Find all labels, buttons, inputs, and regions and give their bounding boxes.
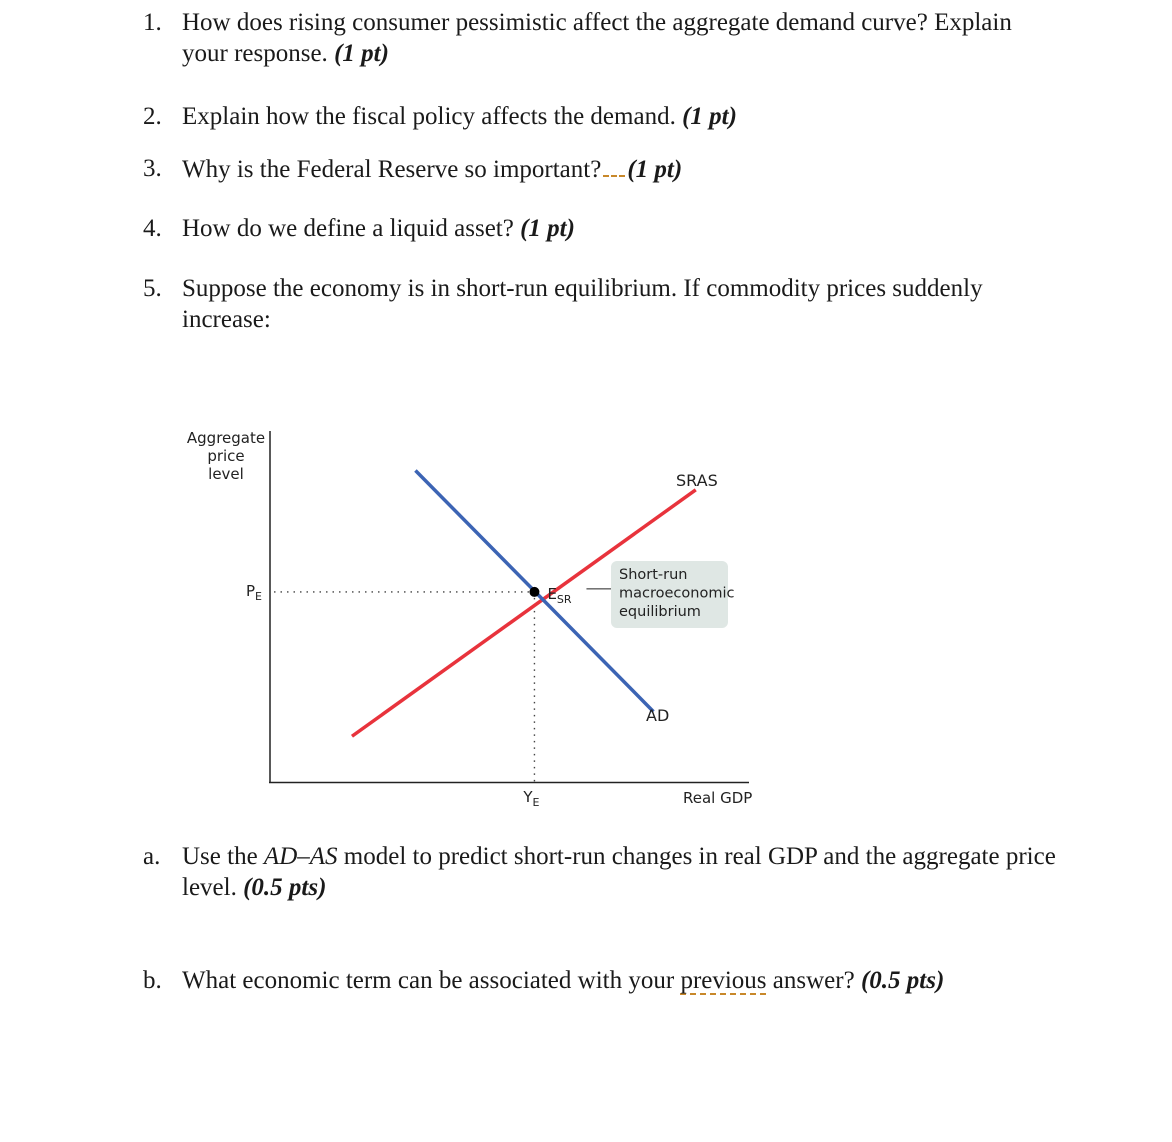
subquestion-letter: a. [143,843,161,870]
sras-label: SRAS [676,471,718,490]
tick-label-main: Y [523,788,533,806]
text-part: Use the [182,843,264,870]
grammar-flag [603,153,625,177]
subquestion-letter: b. [143,967,162,994]
question-number: 2. [143,103,162,130]
eq-label-sub: SR [556,592,572,606]
question-body: Why is the Federal Reserve so important? [182,156,602,183]
text-part: answer? [766,967,855,994]
y-axis-label-line: Aggregate [186,429,266,447]
subquestion-text [182,965,1062,996]
tick-label-main: P [246,581,256,600]
equilibrium-point [529,587,539,597]
question-body: How does rising consumer pessimistic affect the aggregate demand curve? Explain your response. [182,9,1012,67]
question-number: 3. [143,155,162,182]
quantity-equilibrium-tick-label [522,788,539,809]
underlined-word: previous [680,967,767,994]
question-number: 4. [143,215,162,242]
points-label: (1 pt) [682,103,737,130]
question-body: Explain how the fiscal policy affects the demand. [182,103,676,130]
callout-line: Short-run [619,567,688,583]
points-label: (0.5 pts) [243,874,327,901]
question-number: 5. [143,275,162,302]
y-axis-label [187,429,265,483]
points-label: (1 pt) [627,156,683,183]
question-body: How do we define a liquid asset? [182,215,514,242]
ad-label: AD [646,706,670,725]
points-label: (1 pt) [334,40,389,67]
y-axis-label-line: price [207,447,245,465]
points-label: (0.5 pts) [860,967,945,994]
question-text [182,213,1062,244]
eq-label-main: E [547,584,557,603]
question-number: 1. [143,9,162,36]
tick-label-sub: E [532,796,540,809]
callout-line: macroeconomic [619,585,735,602]
subquestion-text [182,841,1062,903]
price-equilibrium-tick-label [246,582,262,603]
text-part: What economic term can be associated with your [182,967,681,994]
question-text: Suppose the economy is in short-run equilibrium. If commodity prices suddenly increase: [182,275,983,333]
callout-line: equilibrium [619,604,701,620]
text-part: model to predict short-run changes in real GDP and the aggregate price level. [182,843,1056,901]
points-label: (1 pt) [520,215,575,242]
ad-as-chart [180,420,770,820]
y-axis-label-line: level [208,465,244,483]
model-name: AD–AS [263,843,338,870]
question-text [182,153,1062,185]
x-axis-label: Real GDP [683,789,753,807]
question-text [182,101,1062,132]
tick-label-sub: E [255,589,262,603]
question-text [182,7,1062,69]
